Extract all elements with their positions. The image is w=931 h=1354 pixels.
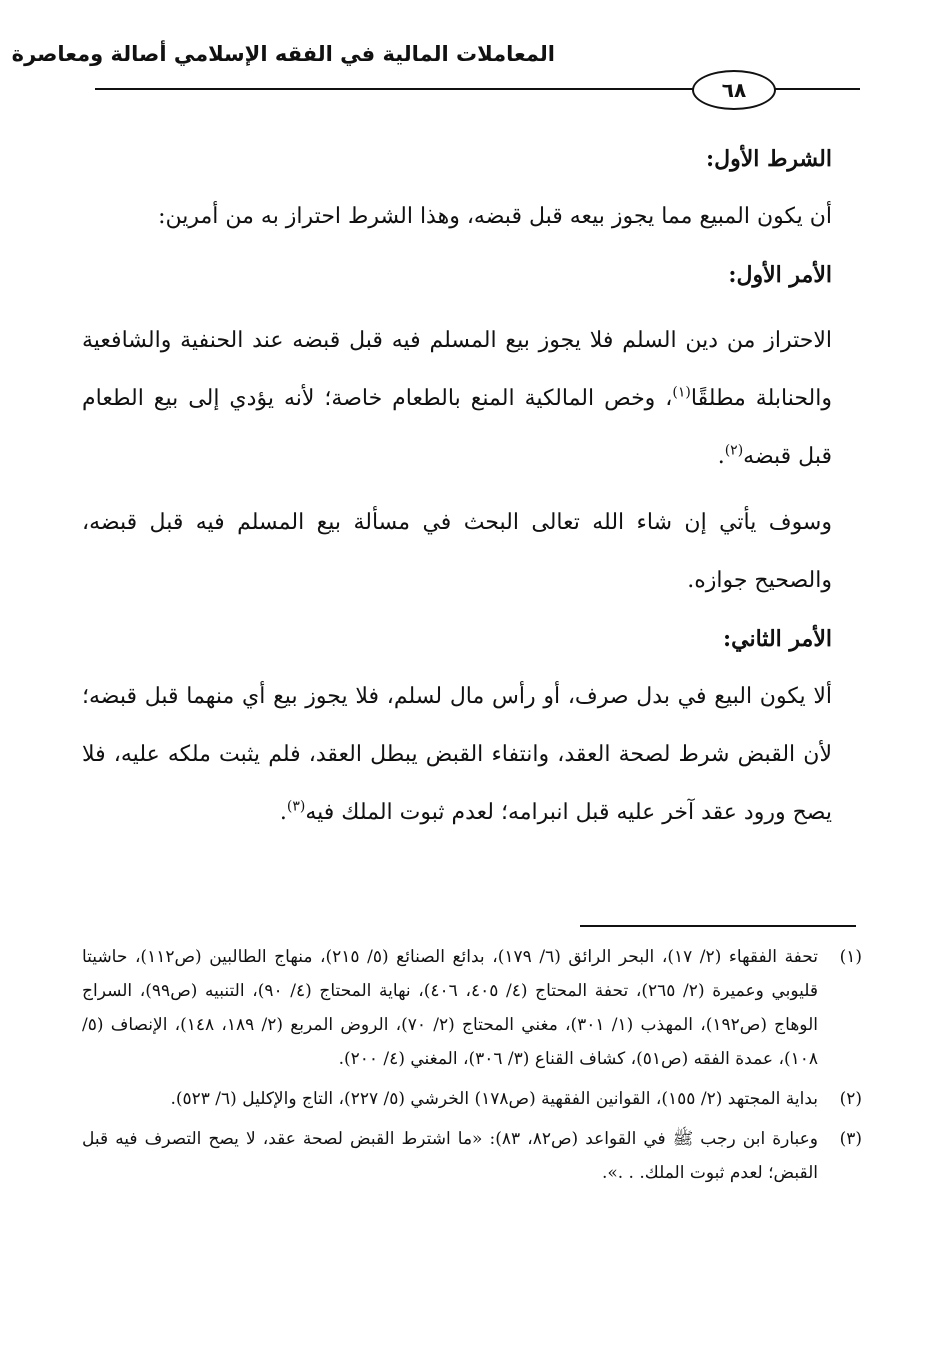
footnotes — [82, 940, 862, 1196]
main-text — [82, 130, 832, 842]
footnote-ref-3[interactable]: (٣) — [286, 798, 306, 815]
footnote-text: تحفة الفقهاء (٢/ ١٧)، البحر الرائق (٦/ ١٧٩)، بدائع الصنائع (٥/ ٢١٥)، منهاج الطالبين (ص١١٢)، حاشيتا قليوبي وعميرة (٢/ ٢٦٥)، تحفة المحتاج (٤/ ٤٠٥، ٤٠٦)، نهاية المحتاج (٤/ ٩٠)، التنبيه (ص٩٩)، السراج الوهاج (ص١٩٢)، المهذب (١/ ٣٠١)، مغني المحتاج (٢/ ٧٠)، الروض المربع (٢/ ١٨٩، ١٤٨)، الإنصاف (٥/ ١٠٨)، عمدة الفقه (ص٥١)، كشاف القناع (٣/ ٣٠٦)، المغني (٤/ ٢٠٠). — [82, 947, 819, 1069]
footnote-ref-2[interactable]: (٢) — [724, 442, 744, 459]
footnote-2 — [82, 1082, 862, 1116]
heading-first-condition: الشرط الأول: — [706, 146, 832, 172]
footnote-number: (٢) — [839, 1089, 862, 1109]
paragraph-2-part-c: . — [717, 444, 725, 469]
footnote-3 — [82, 1122, 862, 1190]
footnote-number: (١) — [839, 947, 862, 967]
paragraph-2 — [82, 312, 832, 486]
footnote-ref-1[interactable]: (١) — [672, 384, 691, 401]
heading-first-matter: الأمر الأول: — [728, 262, 832, 288]
footnote-text: بداية المجتهد (٢/ ١٥٥)، القوانين الفقهية (ص١٧٨) الخرشي (٥/ ٢٢٧)، التاج والإكليل (٦/ ٥٢٣). — [170, 1089, 818, 1109]
paragraph-3: وسوف يأتي إن شاء الله تعالى البحث في مسألة بيع المسلم فيه قبل قبضه، والصحيح جوازه. — [82, 510, 832, 593]
header-rule-right — [770, 88, 860, 90]
footnote-number: (٣) — [839, 1129, 862, 1149]
paragraph-4-part-a: ألا يكون البيع في بدل صرف، أو رأس مال لسلم، فلا يجوز بيع أي منهما قبل قبضه؛ لأن القبض شرط لصحة العقد، وانتفاء القبض يبطل العقد، فلم يثبت ملكه عليه، فلا يصح ورود عقد آخر عليه قبل انبرامه؛ لعدم ثبوت الملك فيه — [82, 684, 832, 825]
paragraph-2-part-b: ، وخص المالكية المنع بالطعام خاصة؛ لأنه يؤدي إلى بيع الطعام قبل قبضه — [82, 386, 832, 469]
footnote-text: وعبارة ابن رجب ﷺ في القواعد (ص٨٢، ٨٣): «ما اشترط القبض لصحة عقد، لا يصح التصرف فيه قبل القبض؛ لعدم ثبوت الملك. . .». — [82, 1129, 819, 1183]
heading-second-matter: الأمر الثاني: — [723, 626, 832, 652]
paragraph-1: أن يكون المبيع مما يجوز بيعه قبل قبضه، وهذا الشرط احتراز به من أمرين: — [158, 204, 832, 229]
page-number: ٦٨ — [692, 70, 776, 110]
footnote-separator — [580, 925, 856, 927]
header-rule — [95, 88, 695, 90]
paragraph-4-part-b: . — [279, 800, 287, 825]
running-header-title: المعاملات المالية في الفقه الإسلامي أصالة ومعاصرة — [11, 42, 555, 66]
footnote-1 — [82, 940, 862, 1076]
paragraph-4 — [82, 668, 832, 842]
paragraph-2-part-a: الاحتراز من دين السلم فلا يجوز بيع المسلم فيه قبل قبضه عند الحنفية والشافعية والحنابلة مطلقًا — [82, 328, 832, 411]
